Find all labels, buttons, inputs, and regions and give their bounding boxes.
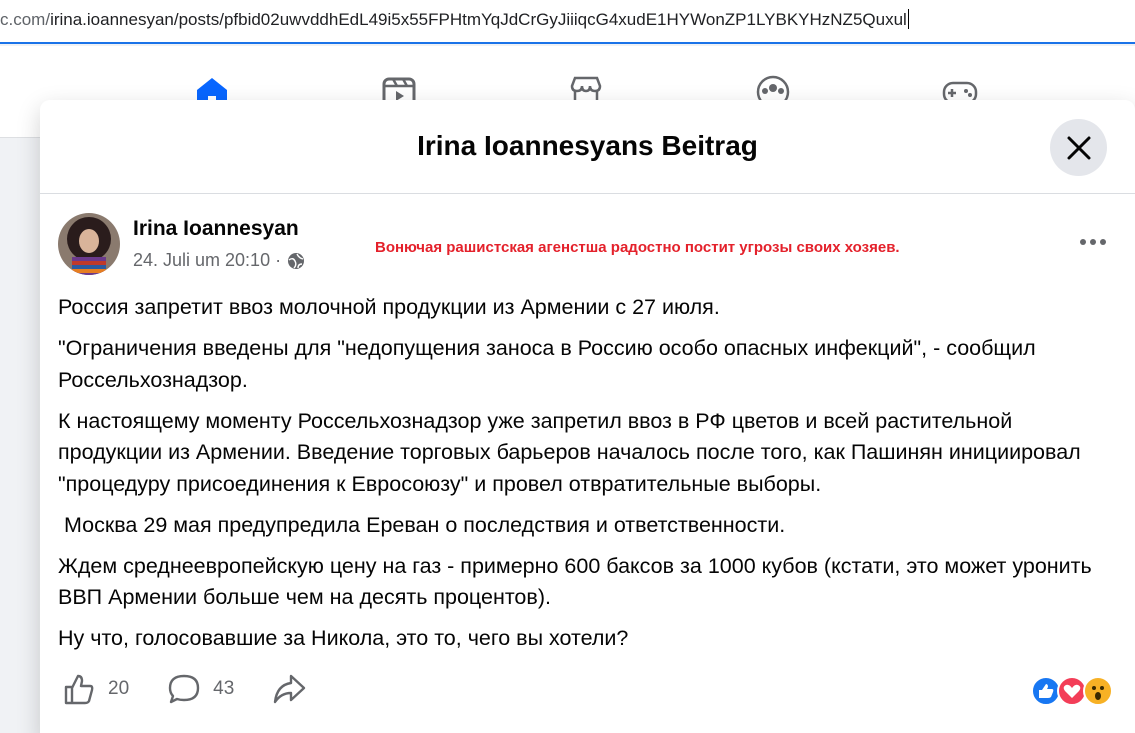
post-meta (133, 250, 305, 271)
post-paragraph: К настоящему моменту Россельхознадзор уже запретил ввоз в РФ цветов и всей растительной продукции из Армении. Введение торговых барьеров началось после того, как Пашинян инициировал "процедуру присоединения к Евросоюзу" и провел отвратительные выборы. (58, 408, 1081, 496)
post-paragraph: Россия запретит ввоз молочной продукции из Армении с 27 июля. (58, 295, 720, 319)
close-button[interactable] (1050, 119, 1107, 176)
more-options-button[interactable] (1073, 230, 1113, 254)
text-caret (908, 9, 909, 29)
dot-icon (1100, 239, 1106, 245)
globe-icon (287, 252, 305, 270)
wow-reaction-icon (1083, 676, 1113, 706)
share-button[interactable] (272, 672, 306, 706)
url-text[interactable] (0, 9, 909, 30)
address-bar[interactable] (0, 0, 1135, 44)
reaction-summary[interactable] (1035, 676, 1113, 706)
comment-icon (167, 672, 201, 706)
post-paragraph: Ну что, голосовавшие за Никола, это то, чего вы хотели? (58, 626, 629, 650)
post-body (58, 292, 1108, 664)
overlay-annotation: Вонючая рашистская агенстша радостно постит угрозы своих хозяев. (375, 239, 900, 256)
comment-count: 43 (213, 678, 235, 699)
post-paragraph: Ждем среднеевропейскую цену на газ - примерно 600 баксов за 1000 кубов (кстати, это может уронить ВВП Армении больше чем на десять процентов). (58, 553, 1092, 609)
url-path: irina.ioannesyan/posts/pfbid02uwvddhEdL49i5x55FPHtmYqJdCrGyJiiiqcG4xudE1HYWonZP1LYBKYHzNZ5Quxul (50, 10, 907, 29)
avatar[interactable] (58, 213, 120, 275)
post-paragraph: Москва 29 мая предупредила Ереван о последствия и ответственности. (58, 512, 786, 537)
modal-header (40, 100, 1135, 194)
url-prefix: c.com/ (0, 10, 51, 29)
share-icon (272, 672, 306, 706)
post-paragraph: "Ограничения введены для "недопущения заноса в Россию особо опасных инфекций", - сообщил Россельхознадзор. (58, 336, 1036, 392)
like-button[interactable] (62, 672, 129, 706)
action-bar (62, 672, 344, 706)
post-timestamp[interactable]: 24. Juli um 20:10 · (133, 250, 282, 270)
modal-title: Irina Ioannesyans Beitrag (417, 130, 758, 161)
comment-button[interactable] (167, 672, 234, 706)
close-icon (1066, 135, 1092, 161)
like-count: 20 (108, 678, 130, 699)
dot-icon (1090, 239, 1096, 245)
dot-icon (1080, 239, 1086, 245)
author-name[interactable]: Irina Ioannesyan (133, 217, 299, 240)
post-modal (40, 100, 1135, 733)
thumbs-up-icon (62, 672, 96, 706)
